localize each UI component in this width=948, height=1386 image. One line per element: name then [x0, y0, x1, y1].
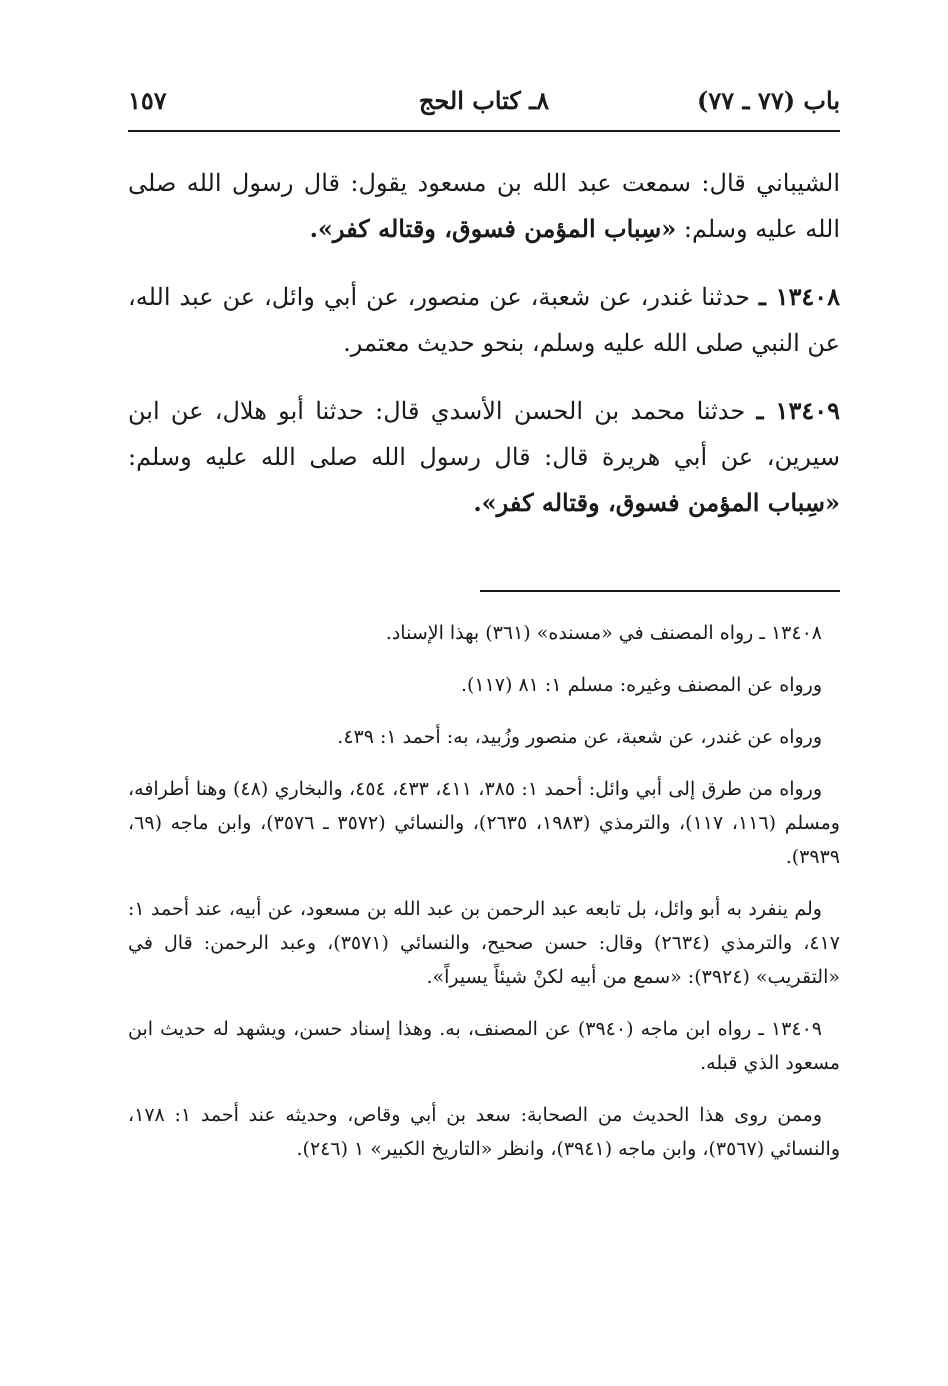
footnote-divider	[480, 590, 840, 592]
hadith-text: الشيباني قال: سمعت عبد الله بن مسعود يقول: قال رسول الله صلى الله عليه وسلم:	[128, 169, 840, 243]
footnote: ورواه عن المصنف وغيره: مسلم ١: ٨١ (١١٧).	[460, 674, 822, 696]
footnote: ١٣٤٠٩ ـ رواه ابن ماجه (٣٩٤٠) عن المصنف، به. وهذا إسناد حسن، ويشهد له حديث ابن مسعود الذي قبله.	[128, 1018, 840, 1074]
hadith-text: حدثنا غندر، عن شعبة، عن منصور، عن أبي وائل، عن عبد الله، عن النبي صلى الله عليه وسلم، بنحو حديث معتمر.	[128, 283, 840, 357]
hadith-quote: «سِباب المؤمن فسوق، وقتاله كفر».	[473, 488, 840, 517]
footnote: وممن روى هذا الحديث من الصحابة: سعد بن أبي وقاص، وحديثه عند أحمد ١: ١٧٨، والنسائي (٣٥٦٧)، وابن ماجه (٣٩٤١)، وانظر «التاريخ الكبير» ١ (٢٤٦).	[128, 1104, 840, 1160]
book-title: ٨ـ كتاب الحج	[418, 86, 550, 115]
hadith-number: ١٣٤٠٨ ـ	[758, 282, 841, 311]
hadith-number: ١٣٤٠٩ ـ	[756, 396, 840, 425]
hadith-continuation	[128, 160, 840, 252]
hadith-13409	[128, 388, 840, 526]
footnotes	[128, 616, 840, 1184]
page-header	[128, 82, 840, 122]
hadith-13408	[128, 274, 840, 366]
hadith-quote: «سِباب المؤمن فسوق، وقتاله كفر».	[309, 214, 677, 243]
footnote: ورواه عن غندر، عن شعبة، عن منصور وزُبيد، به: أحمد ١: ٤٣٩.	[337, 726, 822, 748]
page-number: ١٥٧	[128, 86, 167, 115]
hadith-text: حدثنا محمد بن الحسن الأسدي قال: حدثنا أبو هلال، عن ابن سيرين، عن أبي هريرة قال: قال رسول الله صلى الله عليه وسلم:	[128, 397, 840, 471]
footnote: ورواه من طرق إلى أبي وائل: أحمد ١: ٣٨٥، ٤١١، ٤٣٣، ٤٥٤، والبخاري (٤٨) وهنا أطرافه، ومسلم (١١٦، ١١٧)، والترمذي (١٩٨٣، ٢٦٣٥)، والنسائي (٣٥٧٢ ـ ٣٥٧٦)، وابن ماجه (٦٩، ٣٩٣٩).	[128, 778, 840, 868]
main-text	[128, 160, 840, 548]
header-divider	[128, 130, 840, 132]
footnote: ١٣٤٠٨ ـ رواه المصنف في «مسنده» (٣٦١) بهذا الإسناد.	[385, 622, 822, 644]
chapter-heading: باب (٧٧ ـ ٧٧)	[697, 86, 840, 115]
footnote: ولم ينفرد به أبو وائل، بل تابعه عبد الرحمن بن عبد الله بن مسعود، عن أبيه، عند أحمد ١: ٤١٧، والترمذي (٢٦٣٤) وقال: حسن صحيح، والنسائي (٣٥٧١)، وعبد الرحمن: قال في «التقريب» (٣٩٢٤): «سمع من أبيه لكنْ شيئاً يسيراً».	[128, 898, 840, 988]
